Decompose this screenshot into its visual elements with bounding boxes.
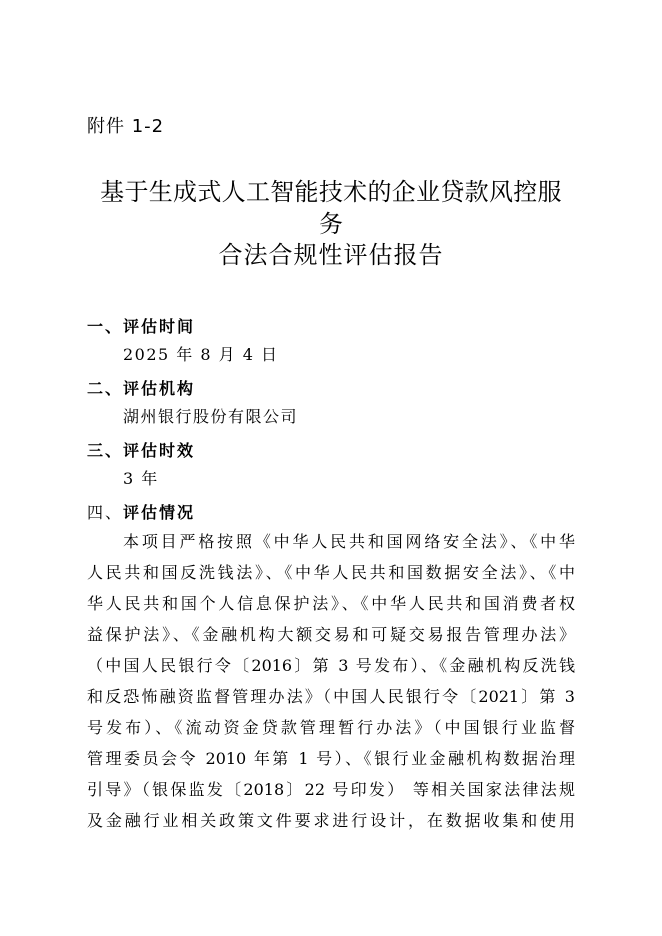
assessment-time-value: 2025 年 8 月 4 日 (123, 345, 279, 364)
section-heading-assessment-time (87, 314, 195, 337)
section-title: 评估时间 (123, 317, 196, 336)
paragraph-line: 管理委员会令 2010 年第 1 号）、《银行业金融机构数据治理 (87, 749, 575, 768)
paragraph-line: 号发布）、《流动资金贷款管理暂行办法》（中国银行业监督 (87, 718, 575, 737)
paragraph-line: 益保护法》、《金融机构大额交易和可疑交易报告管理办法》 (87, 625, 575, 644)
paragraph-line: 引导》（银保监发〔2018〕22 号印发） 等相关国家法律法规 (87, 780, 575, 799)
section-number: 二、 (87, 379, 124, 398)
section-title: 评估时效 (123, 441, 196, 460)
report-title-line-3: 合法合规性评估报告 (218, 241, 444, 269)
section-heading-assessment-institution (87, 376, 195, 399)
paragraph-line: 华人民共和国个人信息保护法》、《中华人民共和国消费者权 (87, 594, 575, 613)
paragraph-line: 人民共和国反洗钱法》、《中华人民共和国数据安全法》、《中 (87, 563, 575, 582)
section-number: 一、 (87, 317, 124, 336)
paragraph-line: 和反恐怖融资监督管理办法》（中国人民银行令〔2021〕第 3 (87, 687, 575, 706)
paragraph-line: 本项目严格按照《中华人民共和国网络安全法》、《中华 (123, 532, 575, 551)
attachment-label: 附件 1-2 (87, 116, 165, 137)
assessment-validity-value: 3 年 (123, 469, 159, 488)
report-title-line-1: 基于生成式人工智能技术的企业贷款风控服 (100, 178, 562, 206)
section-heading-assessment-status (87, 500, 195, 523)
section-number: 三、 (87, 441, 124, 460)
assessment-institution-value: 湖州银行股份有限公司 (123, 407, 299, 426)
section-number: 四、 (87, 503, 124, 522)
paragraph-line: （中国人民银行令〔2016〕第 3 号发布）、《金融机构反洗钱 (87, 656, 575, 675)
section-heading-assessment-validity (87, 438, 195, 461)
section-title: 评估机构 (123, 379, 196, 398)
section-title: 评估情况 (123, 503, 196, 522)
paragraph-line: 及金融行业相关政策文件要求进行设计，在数据收集和使用 (87, 811, 575, 830)
report-title-line-2: 务 (319, 210, 343, 238)
